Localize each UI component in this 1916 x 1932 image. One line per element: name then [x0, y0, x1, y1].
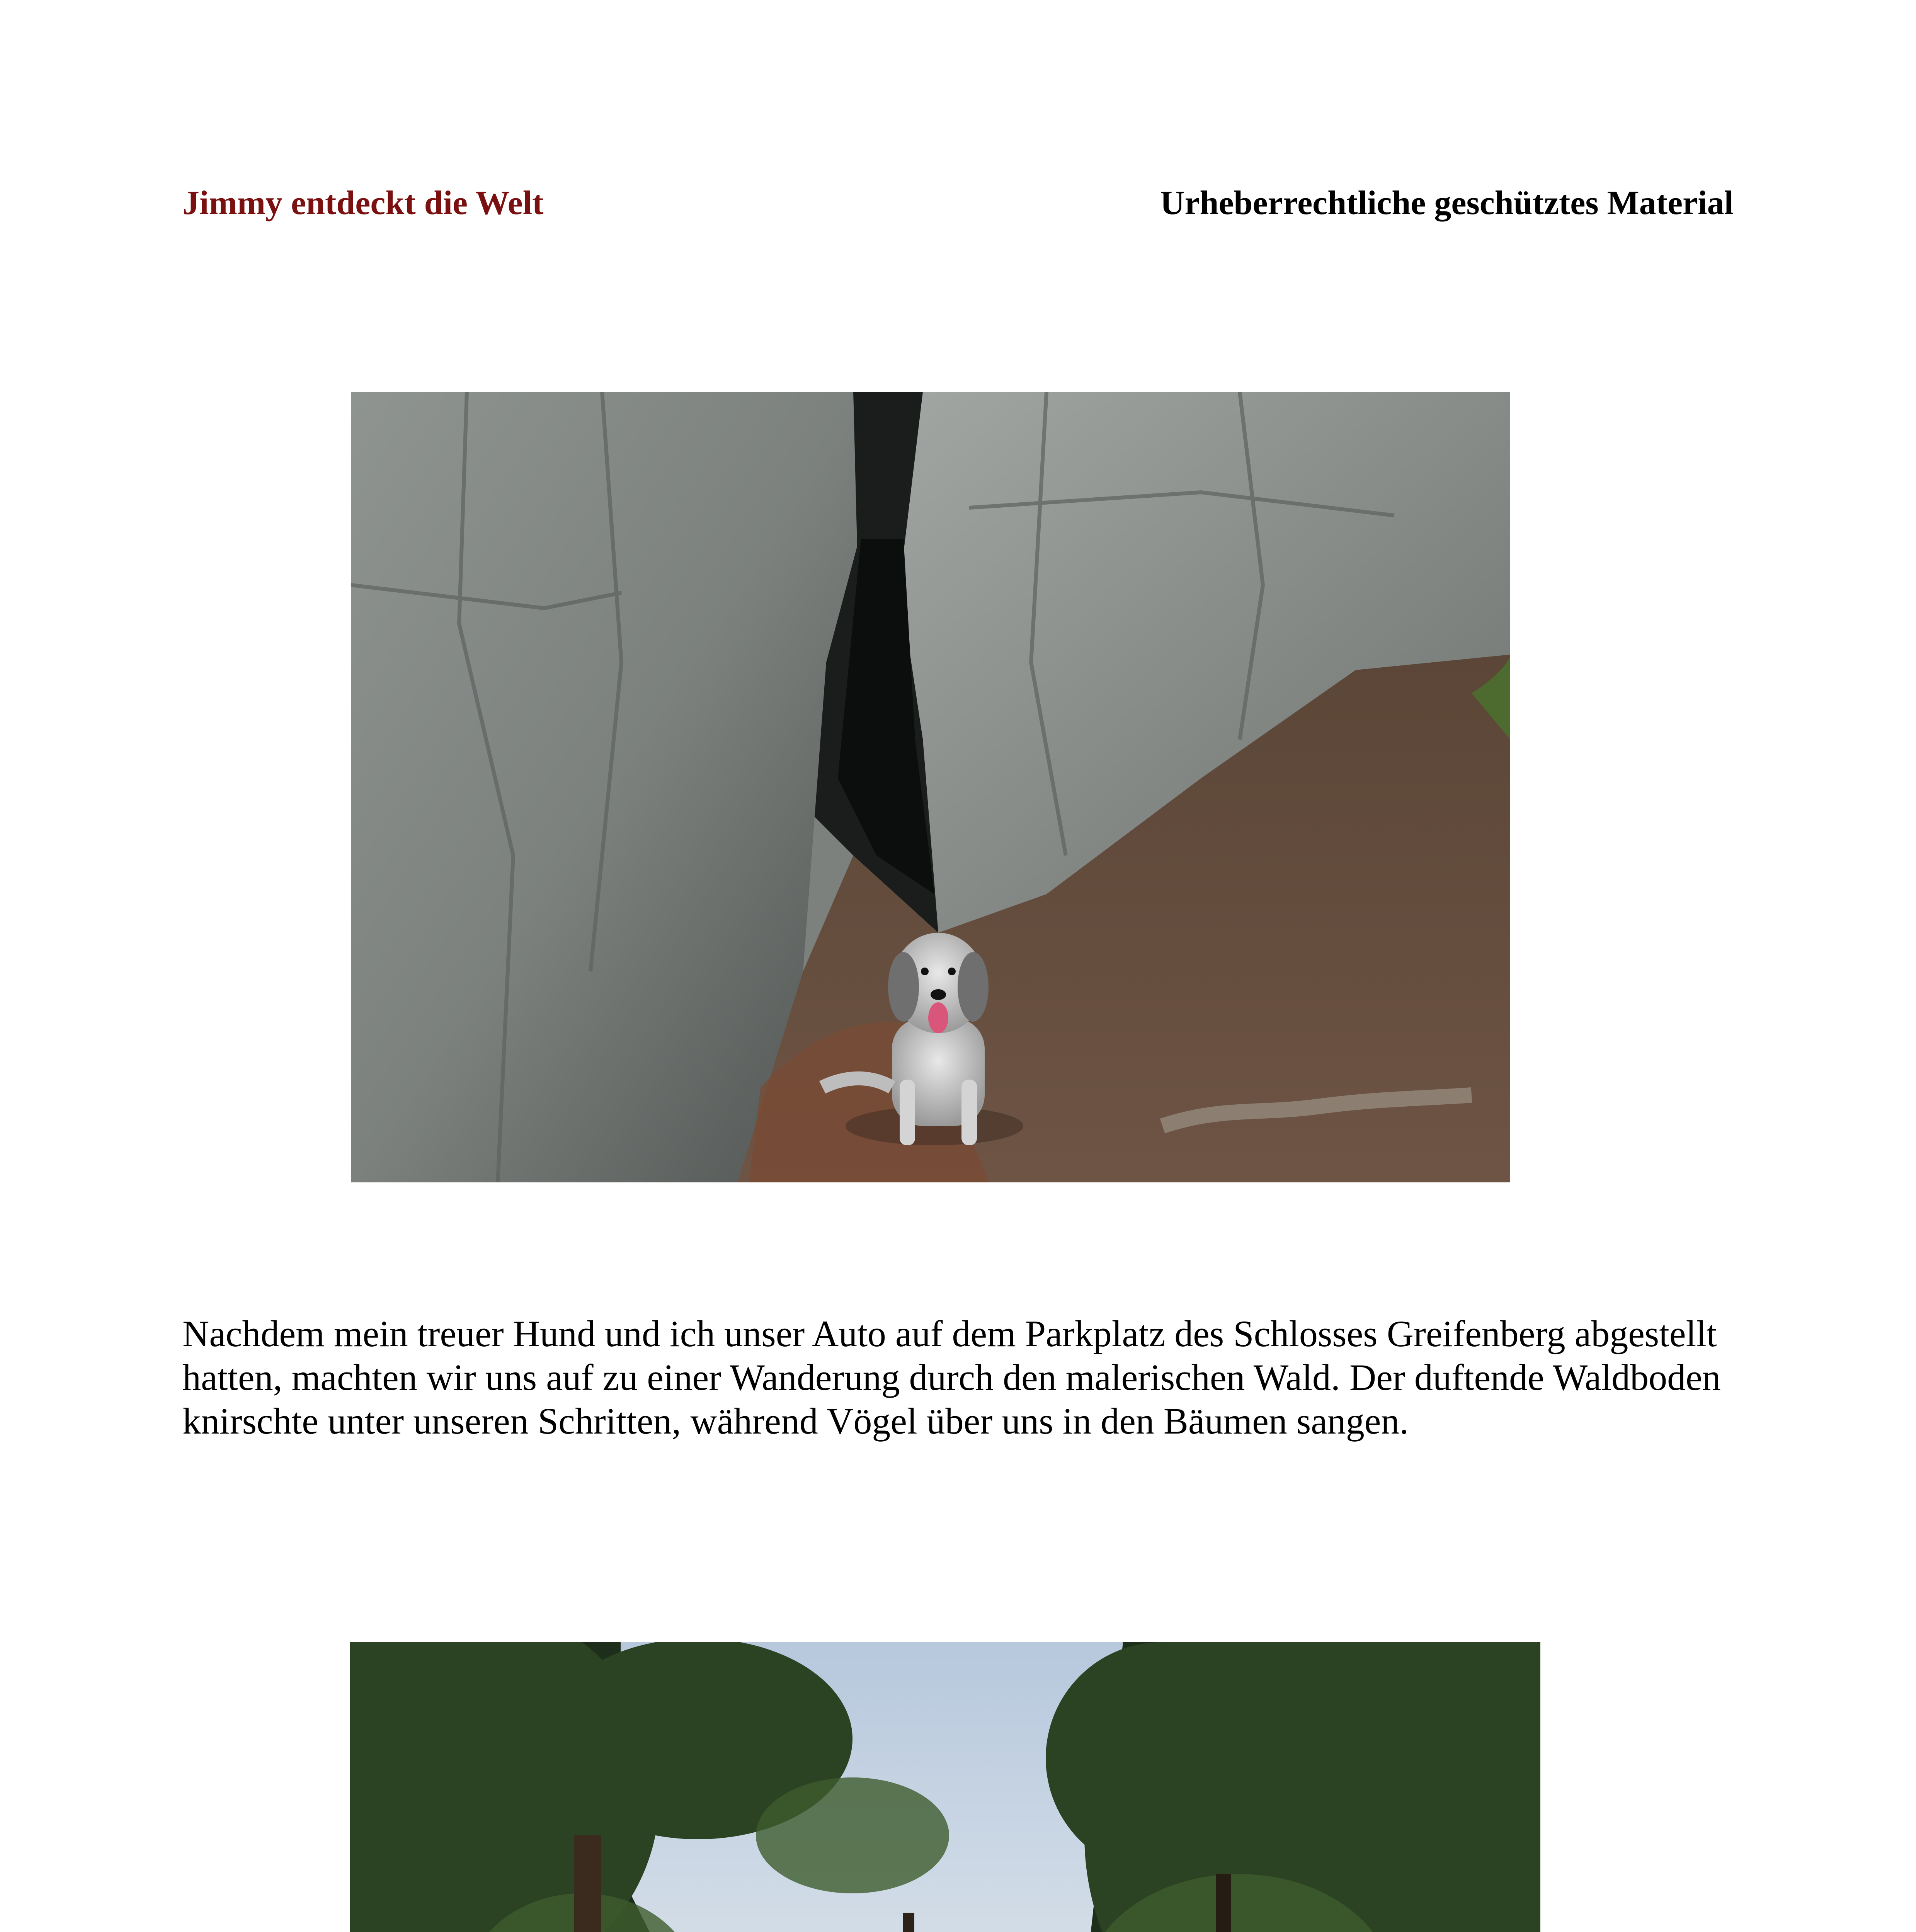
dog-at-cave-photo [351, 392, 1510, 1182]
book-title: Jimmy entdeckt die Welt [182, 184, 544, 222]
forest-view-photo [350, 1642, 1540, 1932]
copyright-note: Urheberrechtliche geschütztes Material [1160, 184, 1734, 222]
body-paragraph: Nachdem mein treuer Hund und ich unser Auto auf dem Parkplatz des Schlosses Greifenberg abgestellt hatten, machten wir uns auf zu einer Wanderung durch den malerischen Wald. Der duftende Waldboden knirschte unter unseren Schritten, während Vögel über uns in den Bäumen sangen. [182, 1313, 1721, 1442]
